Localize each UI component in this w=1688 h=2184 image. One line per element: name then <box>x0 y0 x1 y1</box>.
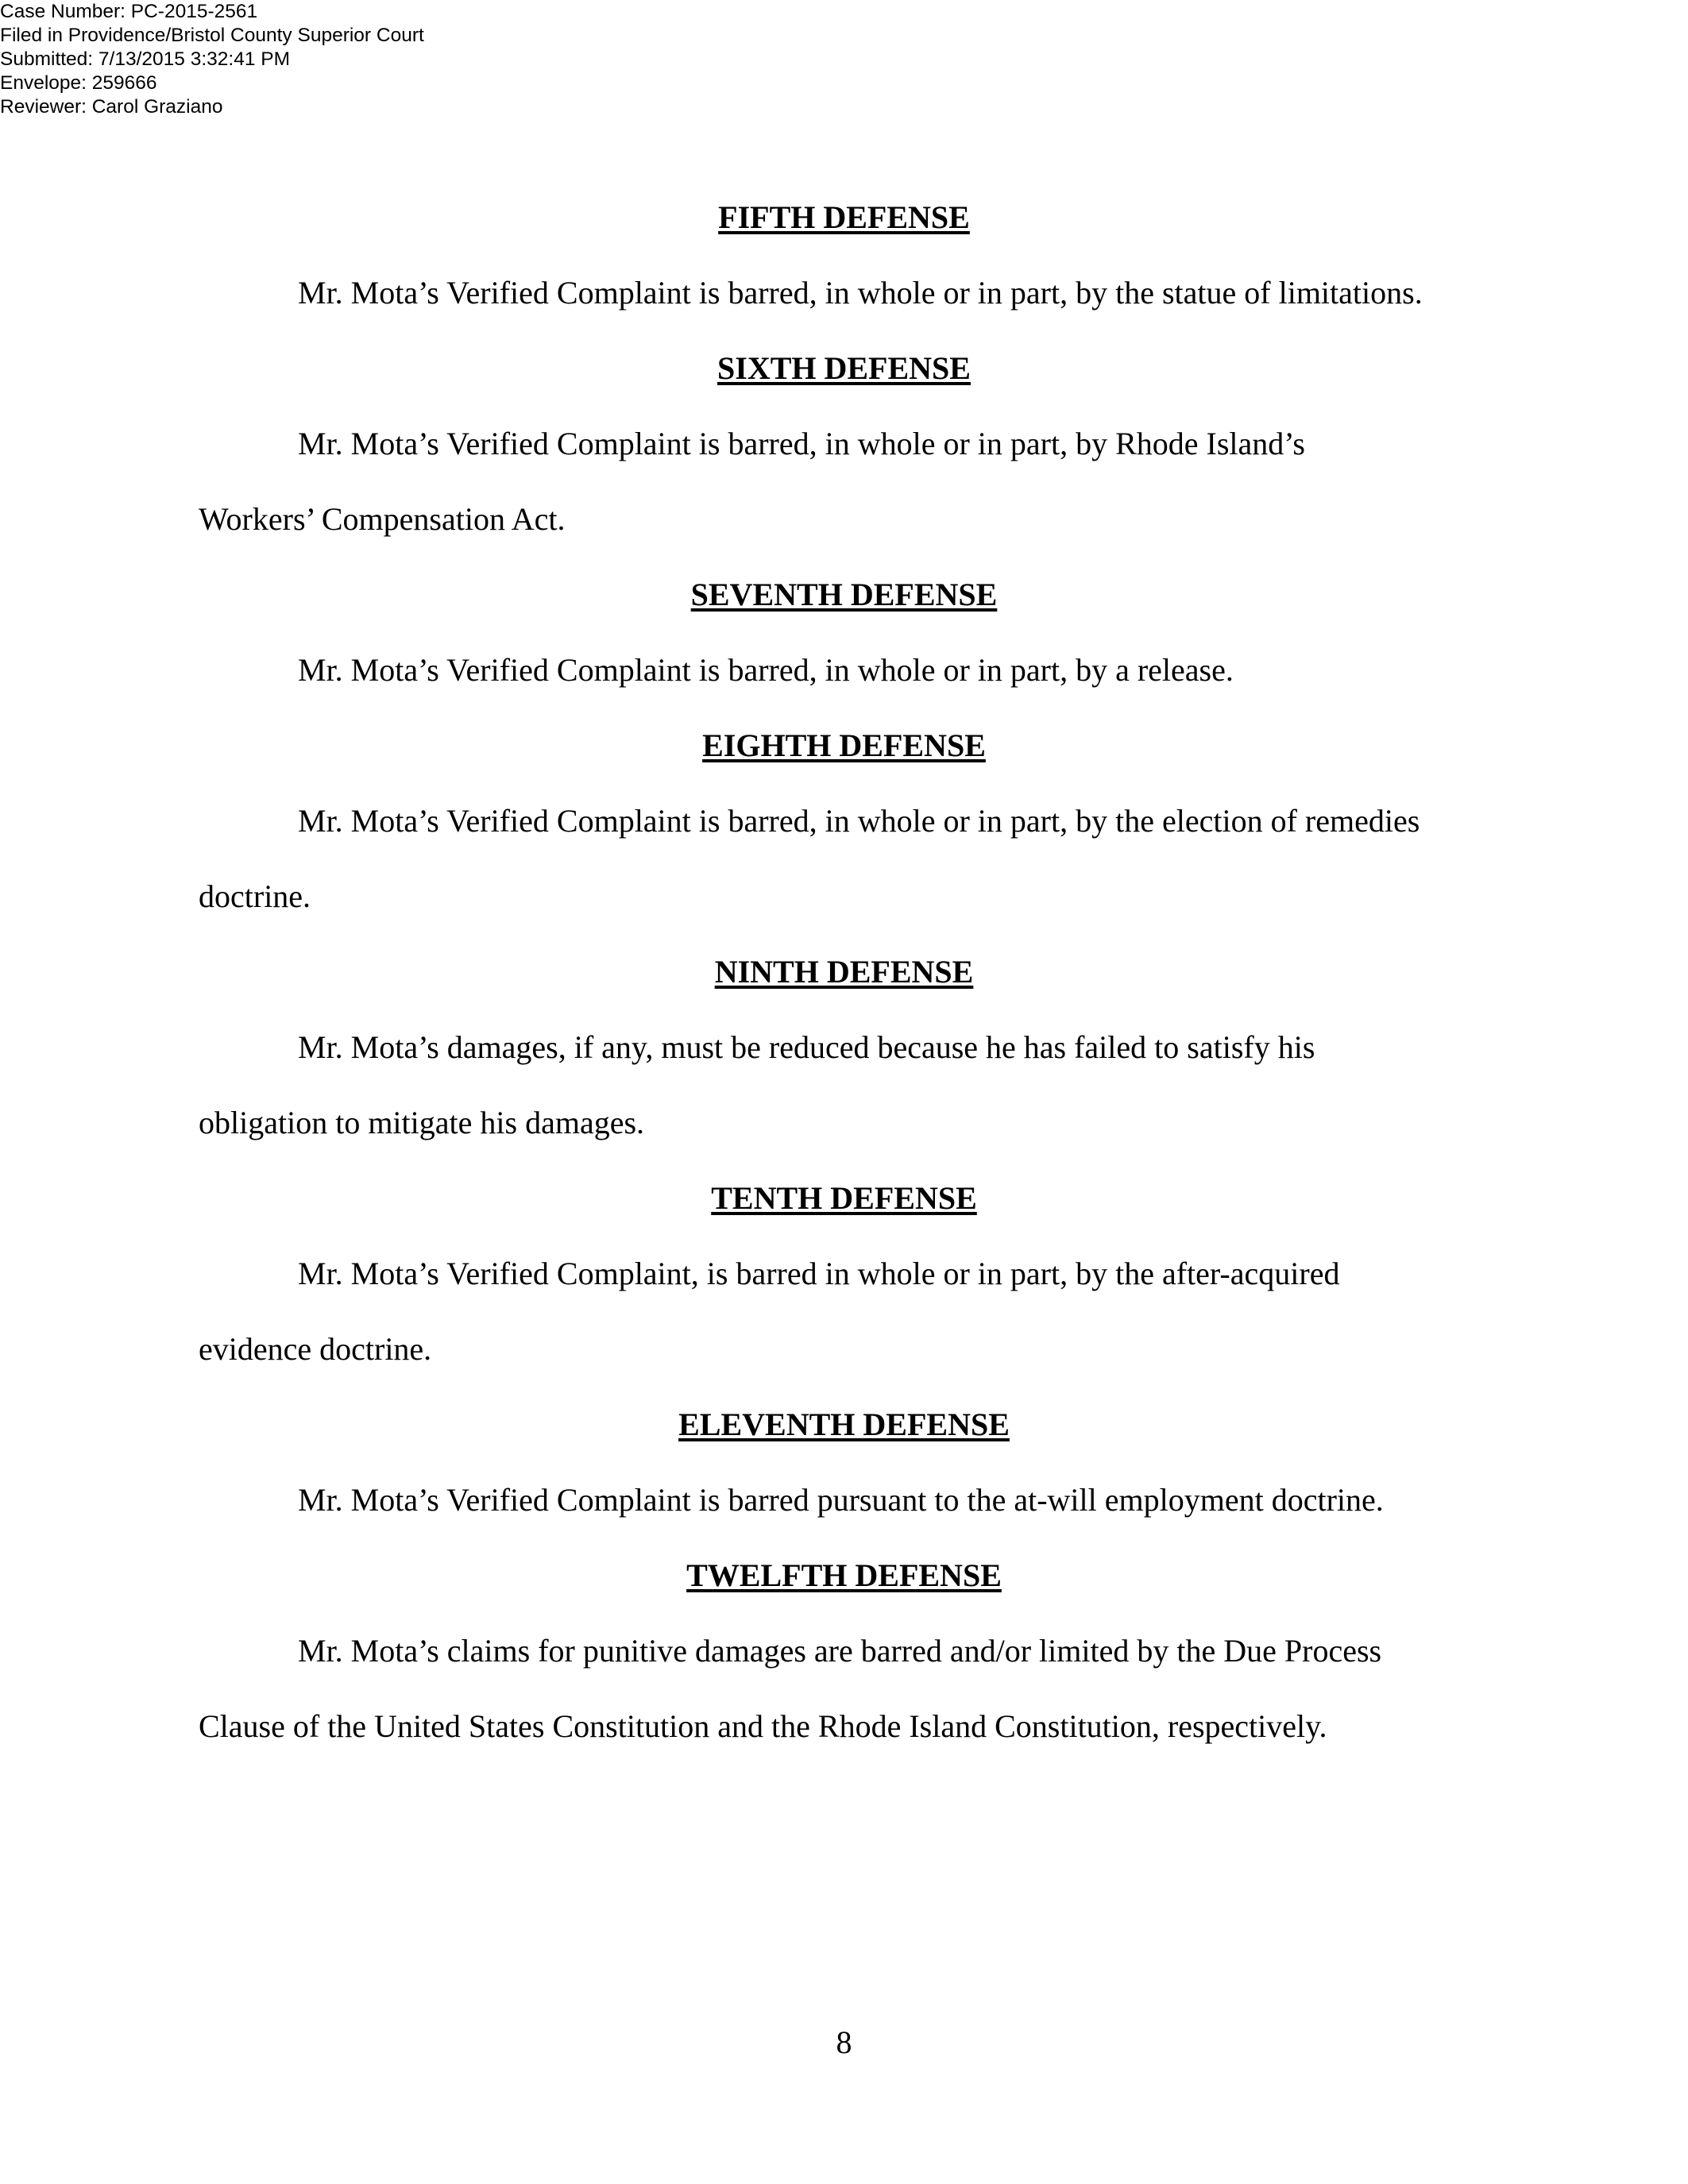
section-heading: SIXTH DEFENSE <box>717 350 971 386</box>
section-text-line: Mr. Mota’s Verified Complaint is barred, in whole or in part, by a release. <box>298 652 1234 688</box>
section-heading: NINTH DEFENSE <box>714 954 974 990</box>
section-heading: EIGHTH DEFENSE <box>702 727 986 763</box>
section-text-line: obligation to mitigate his damages. <box>199 1105 645 1140</box>
section-text-line: Clause of the United States Constitution and the Rhode Island Constitution, respectively. <box>199 1708 1327 1744</box>
section-text-line: Mr. Mota’s Verified Complaint is barred, in whole or in part, by Rhode Island’s <box>298 426 1305 461</box>
section-text-line: Mr. Mota’s Verified Complaint, is barred in whole or in part, by the after-acquired <box>298 1256 1340 1291</box>
section-heading: SEVENTH DEFENSE <box>690 577 998 612</box>
section-heading: TENTH DEFENSE <box>711 1180 977 1216</box>
section-text-line: Workers’ Compensation Act. <box>199 501 566 537</box>
filed-in: Filed in Providence/Bristol County Superior Court <box>0 25 424 46</box>
envelope-number: Envelope: 259666 <box>0 72 157 94</box>
section-heading: ELEVENTH DEFENSE <box>678 1406 1010 1442</box>
page-number: 8 <box>836 2024 852 2060</box>
submitted-date: Submitted: 7/13/2015 3:32:41 PM <box>0 48 291 70</box>
section-text-line: Mr. Mota’s damages, if any, must be reduced because he has failed to satisfy his <box>298 1029 1315 1065</box>
section-text-line: doctrine. <box>199 878 311 914</box>
reviewer: Reviewer: Carol Graziano <box>0 96 223 118</box>
section-heading: FIFTH DEFENSE <box>718 199 970 235</box>
case-number: Case Number: PC-2015-2561 <box>0 1 258 22</box>
section-heading: TWELFTH DEFENSE <box>686 1557 1002 1593</box>
section-text-line: Mr. Mota’s Verified Complaint is barred, in whole or in part, by the statue of limitations. <box>298 275 1423 311</box>
section-text-line: evidence doctrine. <box>199 1331 432 1367</box>
section-text-line: Mr. Mota’s Verified Complaint is barred, in whole or in part, by the election of remedies <box>298 803 1420 839</box>
section-text-line: Mr. Mota’s Verified Complaint is barred pursuant to the at-will employment doctrine. <box>298 1482 1384 1518</box>
filing-stamp <box>0 0 424 119</box>
section-text-line: Mr. Mota’s claims for punitive damages are barred and/or limited by the Due Process <box>298 1633 1382 1669</box>
